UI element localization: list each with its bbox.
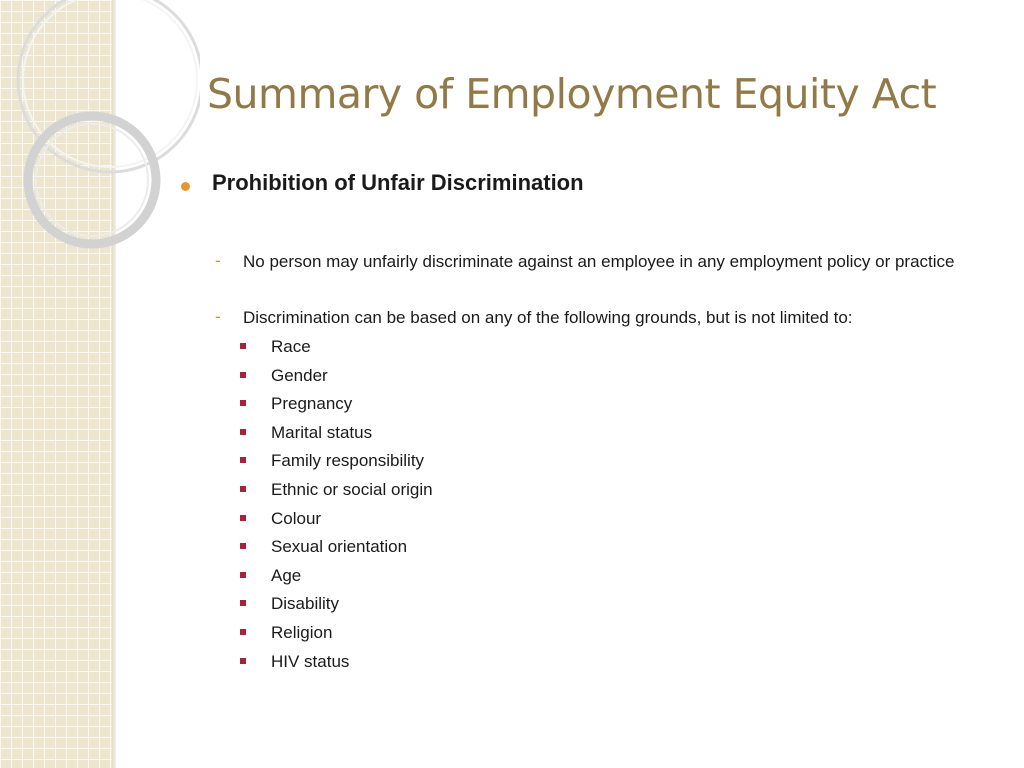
- square-bullet-icon: [240, 600, 246, 606]
- square-bullet-icon: [240, 400, 246, 406]
- section-heading: Prohibition of Unfair Discrimination: [212, 170, 584, 195]
- square-bullet-icon: [240, 572, 246, 578]
- list-item: Pregnancy: [240, 393, 433, 422]
- grounds-list: [240, 336, 433, 679]
- square-bullet-icon: [240, 457, 246, 463]
- heading-bullet-icon: [181, 182, 190, 191]
- list-item: Gender: [240, 365, 433, 394]
- square-bullet-icon: [240, 486, 246, 492]
- point-text: No person may unfairly discriminate against an employee in any employment policy or practice: [243, 252, 955, 271]
- list-item: Ethnic or social origin: [240, 479, 433, 508]
- dash-bullet-icon: -: [215, 251, 221, 270]
- square-bullet-icon: [240, 343, 246, 349]
- list-item: Religion: [240, 622, 433, 651]
- decorative-circles: [0, 0, 200, 300]
- list-item: HIV status: [240, 651, 433, 680]
- list-item: Sexual orientation: [240, 536, 433, 565]
- list-item: Family responsibility: [240, 450, 433, 479]
- square-bullet-icon: [240, 372, 246, 378]
- square-bullet-icon: [240, 543, 246, 549]
- list-item: Age: [240, 565, 433, 594]
- point-text: Discrimination can be based on any of the following grounds, but is not limited to:: [243, 308, 853, 327]
- list-item: Disability: [240, 593, 433, 622]
- square-bullet-icon: [240, 429, 246, 435]
- dash-bullet-icon: -: [215, 307, 221, 326]
- square-bullet-icon: [240, 629, 246, 635]
- slide-title: Summary of Employment Equity Act: [207, 70, 937, 118]
- list-item: Marital status: [240, 422, 433, 451]
- square-bullet-icon: [240, 658, 246, 664]
- list-item: Race: [240, 336, 433, 365]
- square-bullet-icon: [240, 515, 246, 521]
- list-item: Colour: [240, 508, 433, 537]
